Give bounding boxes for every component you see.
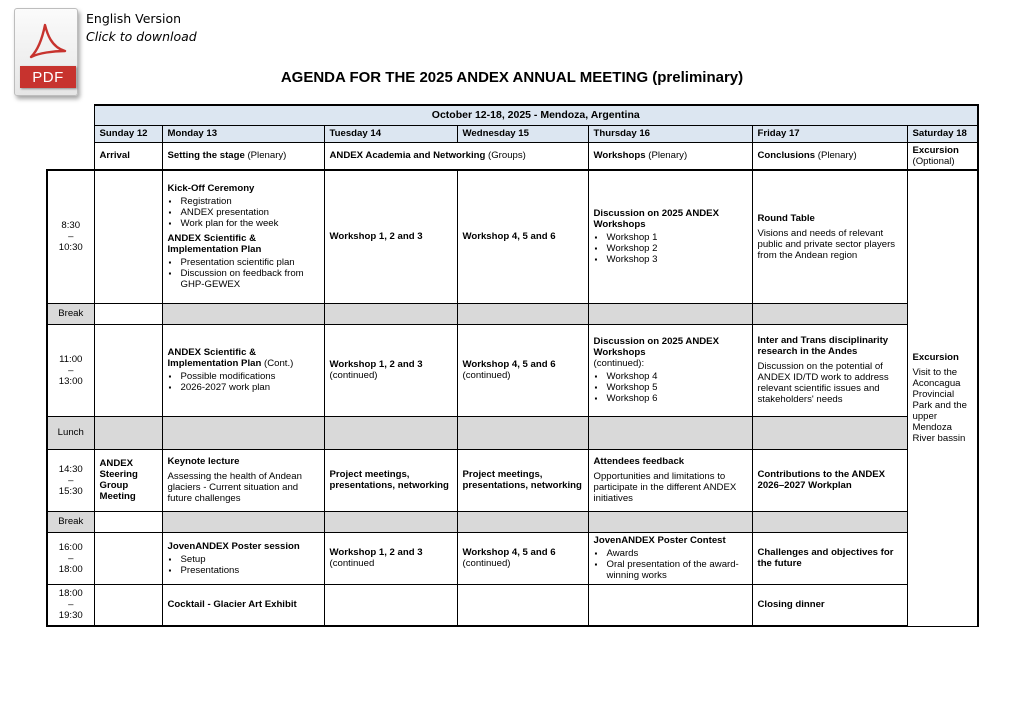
page-title: AGENDA FOR THE 2025 ANDEX ANNUAL MEETING (preliminary)	[280, 69, 744, 86]
theme-sunday: Arrival	[94, 142, 162, 170]
slot-row-4	[47, 532, 978, 584]
theme-saturday: Excursion (Optional)	[907, 142, 978, 170]
monday-slot-2: ANDEX Scientific & Implementation Plan (Cont.) ▪ Possible modifications ▪ 2026-2027 work plan	[162, 324, 324, 416]
theme-thursday: Workshops (Plenary)	[588, 142, 752, 170]
pdf-label: PDF	[20, 66, 76, 88]
friday-slot-1: Round Table Visions and needs of relevant public and private sector players from the Andean region	[752, 170, 907, 303]
tuesday-slot-5	[324, 584, 457, 626]
sunday-slot-2	[94, 324, 162, 416]
break-label: Break	[47, 303, 94, 324]
list-item: ▪ Discussion on feedback from GHP-GEWEX	[181, 268, 319, 290]
list-item: ▪ Presentations	[181, 565, 319, 576]
slot-row-3	[47, 449, 978, 511]
time-slot-3: 14:30 – 15:30	[47, 449, 94, 511]
sunday-slot-1	[94, 170, 162, 303]
day-header: Tuesday 14	[324, 125, 457, 142]
day-header: Thursday 16	[588, 125, 752, 142]
day-header: Friday 17	[752, 125, 907, 142]
wednesday-slot-1: Workshop 4, 5 and 6	[457, 170, 588, 303]
wednesday-slot-4: Workshop 4, 5 and 6 (continued)	[457, 532, 588, 584]
theme-monday: Setting the stage (Plenary)	[162, 142, 324, 170]
sunday-slot-4	[94, 532, 162, 584]
theme-friday: Conclusions (Plenary)	[752, 142, 907, 170]
tuesday-slot-1: Workshop 1, 2 and 3	[324, 170, 457, 303]
friday-slot-5: Closing dinner	[752, 584, 907, 626]
pdf-download-icon[interactable]	[12, 8, 82, 104]
list-item: ▪ Workshop 3	[607, 254, 747, 265]
time-slot-2: 11:00 – 13:00	[47, 324, 94, 416]
list-item: ▪ Workshop 6	[607, 393, 747, 404]
theme-tue-wed: ANDEX Academia and Networking (Groups)	[324, 142, 588, 170]
break-row-2	[47, 511, 978, 532]
time-slot-5: 18:00 – 19:30	[47, 584, 94, 626]
day-header: Saturday 18	[907, 125, 978, 142]
download-link[interactable]	[86, 10, 197, 46]
day-header: Monday 13	[162, 125, 324, 142]
day-header: Wednesday 15	[457, 125, 588, 142]
wednesday-slot-2: Workshop 4, 5 and 6 (continued)	[457, 324, 588, 416]
friday-slot-2: Inter and Trans disciplinarity research in the Andes Discussion on the potential of ANDEX ID/TD work to address relevant scientific issues and stakeholders' needs	[752, 324, 907, 416]
list-item: ▪ 2026-2027 work plan	[181, 382, 319, 393]
thursday-slot-1: Discussion on 2025 ANDEX Workshops ▪ Workshop 1 ▪ Workshop 2 ▪ Workshop 3	[588, 170, 752, 303]
list-item: ▪ Registration	[181, 196, 319, 207]
banner-row	[47, 105, 978, 125]
agenda-table	[46, 104, 979, 627]
list-item: ▪ Possible modifications	[181, 371, 319, 382]
list-item: ▪ Presentation scientific plan	[181, 257, 319, 268]
list-item: ▪ ANDEX presentation	[181, 207, 319, 218]
slot-row-1	[47, 170, 978, 303]
thursday-slot-3: Attendees feedback Opportunities and limitations to participate in the different ANDEX initiatives	[588, 449, 752, 511]
list-item: ▪ Work plan for the week	[181, 218, 319, 229]
days-row	[47, 125, 978, 142]
monday-slot-1: Kick-Off Ceremony ▪ Registration ▪ ANDEX presentation ▪ Work plan for the week ANDEX Scientific & Implementation Plan ▪ Presentation scientific plan ▪ Discussion on feedback from GHP-GEWEX	[162, 170, 324, 303]
saturday-column: Excursion Visit to the Aconcagua Provincial Park and the upper Mendoza River bassin	[907, 170, 978, 626]
list-item: ▪ Workshop 5	[607, 382, 747, 393]
click-to-download-link[interactable]: Click to download	[86, 29, 197, 44]
date-location-banner: October 12-18, 2025 - Mendoza, Argentina	[94, 105, 978, 125]
tuesday-slot-4: Workshop 1, 2 and 3 (continued	[324, 532, 457, 584]
sunday-slot-3: ANDEX Steering Group Meeting	[94, 449, 162, 511]
sunday-slot-5	[94, 584, 162, 626]
list-item: ▪ Workshop 4	[607, 371, 747, 382]
wednesday-slot-3: Project meetings, presentations, networking	[457, 449, 588, 511]
tuesday-slot-2: Workshop 1, 2 and 3 (continued)	[324, 324, 457, 416]
slot-row-5	[47, 584, 978, 626]
thursday-slot-2: Discussion on 2025 ANDEX Workshops (continued): ▪ Workshop 4 ▪ Workshop 5 ▪ Workshop 6	[588, 324, 752, 416]
time-slot-4: 16:00 – 18:00	[47, 532, 94, 584]
day-header: Sunday 12	[94, 125, 162, 142]
tuesday-slot-3: Project meetings, presentations, networking	[324, 449, 457, 511]
lunch-row	[47, 416, 978, 449]
monday-slot-5: Cocktail - Glacier Art Exhibit	[162, 584, 324, 626]
thursday-slot-5	[588, 584, 752, 626]
break-row-1	[47, 303, 978, 324]
list-item: ▪ Oral presentation of the award-winning works	[607, 559, 747, 581]
friday-slot-4: Challenges and objectives for the future	[752, 532, 907, 584]
themes-row	[47, 142, 978, 170]
acrobat-swirl-icon	[25, 21, 69, 65]
wednesday-slot-5	[457, 584, 588, 626]
list-item: ▪ Workshop 1	[607, 232, 747, 243]
monday-slot-4: JovenANDEX Poster session ▪ Setup ▪ Presentations	[162, 532, 324, 584]
thursday-slot-4: JovenANDEX Poster Contest ▪ Awards ▪ Oral presentation of the award-winning works	[588, 532, 752, 584]
list-item: ▪ Workshop 2	[607, 243, 747, 254]
language-label: English Version	[86, 11, 182, 26]
break-label: Break	[47, 511, 94, 532]
slot-row-2	[47, 324, 978, 416]
time-slot-1: 8:30 – 10:30	[47, 170, 94, 303]
monday-slot-3: Keynote lecture Assessing the health of Andean glaciers - Current situation and future challenges	[162, 449, 324, 511]
lunch-label: Lunch	[47, 416, 94, 449]
list-item: ▪ Setup	[181, 554, 319, 565]
list-item: ▪ Awards	[607, 548, 747, 559]
friday-slot-3: Contributions to the ANDEX 2026–2027 Workplan	[752, 449, 907, 511]
